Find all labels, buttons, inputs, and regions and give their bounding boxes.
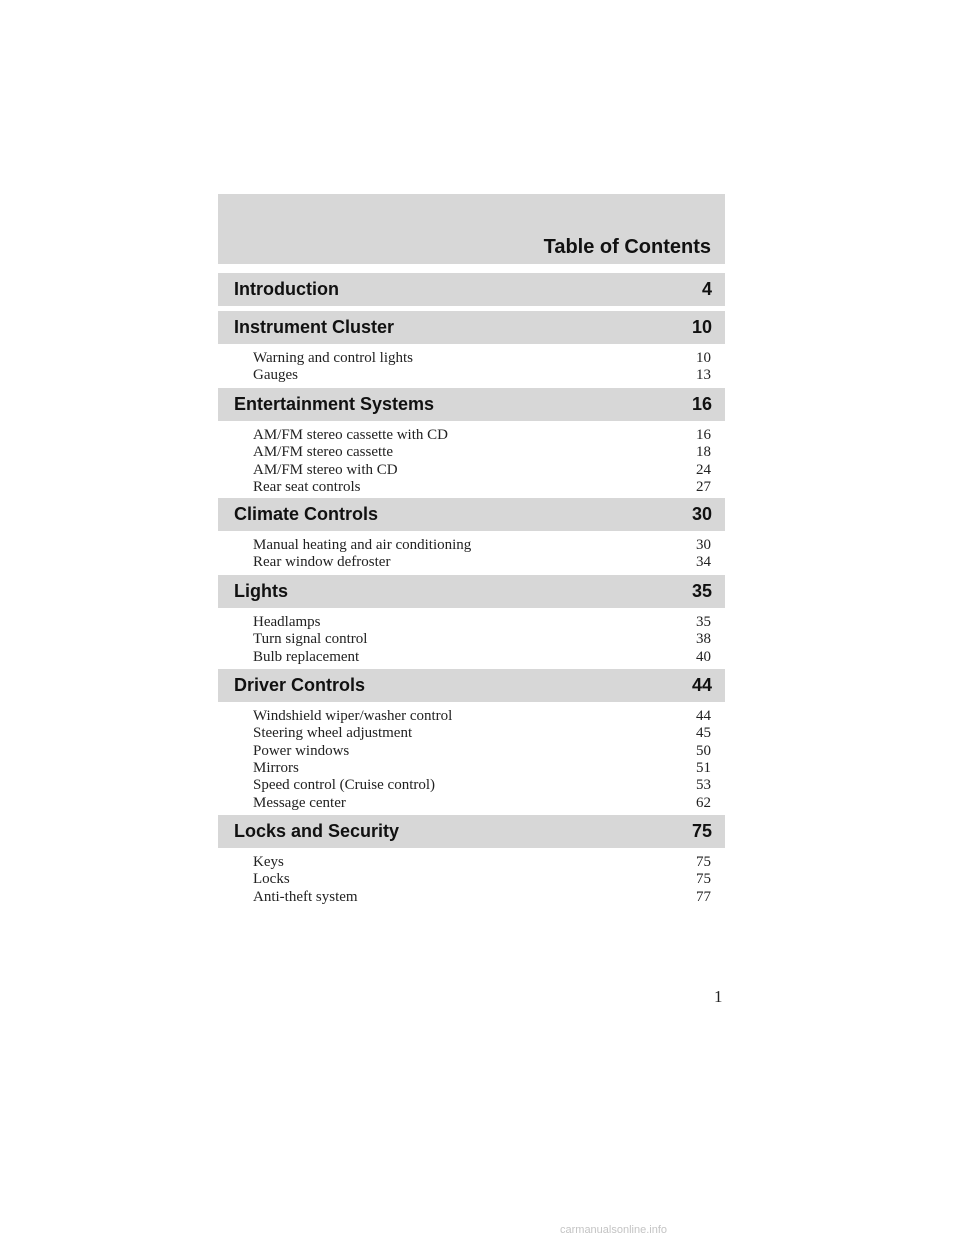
entry-title: Bulb replacement (253, 649, 360, 665)
entry-title: Turn signal control (253, 631, 368, 647)
entry-title: AM/FM stereo cassette with CD (253, 427, 448, 443)
entry-title: AM/FM stereo cassette (253, 444, 393, 460)
section-page-number: 4 (701, 279, 712, 299)
entry-page-number: 62 (696, 795, 711, 811)
entry-page-number: 16 (696, 427, 711, 443)
entry-title: Gauges (253, 367, 298, 383)
entry-title: Mirrors (253, 760, 299, 776)
section-title: Climate Controls (234, 504, 379, 524)
entry-page-number: 44 (696, 708, 711, 724)
entry-title: Rear seat controls (253, 479, 361, 495)
entry-title: Message center (253, 795, 346, 811)
entry-title: Anti-theft system (253, 889, 358, 905)
section-page-number: 10 (691, 317, 712, 337)
section-page-number: 75 (691, 821, 712, 841)
section-heading[interactable] (218, 575, 725, 608)
entry-title: Manual heating and air conditioning (253, 537, 472, 553)
entry-page-number: 40 (696, 649, 711, 665)
entry-page-number: 50 (696, 743, 711, 759)
toc-entry[interactable] (253, 443, 711, 461)
section-page-number: 16 (691, 394, 712, 414)
entry-page-number: 27 (696, 479, 711, 495)
page-number: 1 (714, 987, 723, 1006)
section-heading[interactable] (218, 669, 725, 702)
toc-entry[interactable] (253, 707, 711, 725)
toc-entry[interactable] (253, 461, 711, 479)
toc-entry[interactable] (253, 853, 711, 871)
section-title: Locks and Security (234, 821, 400, 841)
entry-title: Locks (253, 871, 290, 887)
toc-entry[interactable] (253, 794, 711, 812)
entry-page-number: 35 (696, 614, 711, 630)
section-title: Introduction (234, 279, 339, 299)
entry-title: AM/FM stereo with CD (253, 462, 398, 478)
section-heading[interactable] (218, 311, 725, 344)
entry-page-number: 30 (696, 537, 711, 553)
entry-title: Headlamps (253, 614, 321, 630)
watermark: carmanualsonline.info (560, 1224, 668, 1236)
section-heading[interactable] (218, 273, 725, 306)
toc-entry[interactable] (253, 648, 711, 666)
section-page-number: 35 (691, 581, 712, 601)
entry-page-number: 53 (696, 777, 711, 793)
entry-page-number: 24 (696, 462, 711, 478)
toc-entry[interactable] (253, 742, 711, 760)
toc-entry[interactable] (253, 759, 711, 777)
entry-page-number: 18 (696, 444, 711, 460)
toc-entry[interactable] (253, 426, 711, 444)
toc-entry[interactable] (253, 870, 711, 888)
entry-page-number: 75 (696, 871, 711, 887)
toc-entry[interactable] (253, 888, 711, 906)
section-heading[interactable] (218, 388, 725, 421)
toc-entry[interactable] (253, 630, 711, 648)
entry-title: Keys (253, 854, 284, 870)
entry-page-number: 45 (696, 725, 711, 741)
entry-title: Windshield wiper/washer control (253, 708, 453, 724)
entry-title: Warning and control lights (253, 350, 414, 366)
entry-page-number: 51 (696, 760, 711, 776)
entry-title: Rear window defroster (253, 554, 391, 570)
entry-title: Power windows (253, 743, 350, 759)
section-title: Driver Controls (234, 675, 366, 695)
section-heading[interactable] (218, 498, 725, 531)
toc-entry[interactable] (253, 478, 711, 496)
toc-entry[interactable] (253, 366, 711, 384)
entry-page-number: 38 (696, 631, 711, 647)
toc-entry[interactable] (253, 613, 711, 631)
toc-header (218, 194, 725, 264)
section-title: Instrument Cluster (234, 317, 395, 337)
section-page-number: 30 (691, 504, 712, 524)
toc-entry[interactable] (253, 776, 711, 794)
entry-page-number: 34 (696, 554, 711, 570)
section-title: Entertainment Systems (234, 394, 435, 414)
entry-title: Steering wheel adjustment (253, 725, 413, 741)
page-title: Table of Contents (543, 236, 711, 258)
section-heading[interactable] (218, 815, 725, 848)
toc-entry[interactable] (253, 553, 711, 571)
section-page-number: 44 (691, 675, 712, 695)
toc-entry[interactable] (253, 724, 711, 742)
entry-page-number: 75 (696, 854, 711, 870)
entry-page-number: 13 (696, 367, 711, 383)
entry-page-number: 10 (696, 350, 711, 366)
entry-title: Speed control (Cruise control) (253, 777, 436, 793)
section-title: Lights (234, 581, 288, 601)
toc-entry[interactable] (253, 536, 711, 554)
entry-page-number: 77 (696, 889, 711, 905)
toc-entry[interactable] (253, 349, 711, 367)
